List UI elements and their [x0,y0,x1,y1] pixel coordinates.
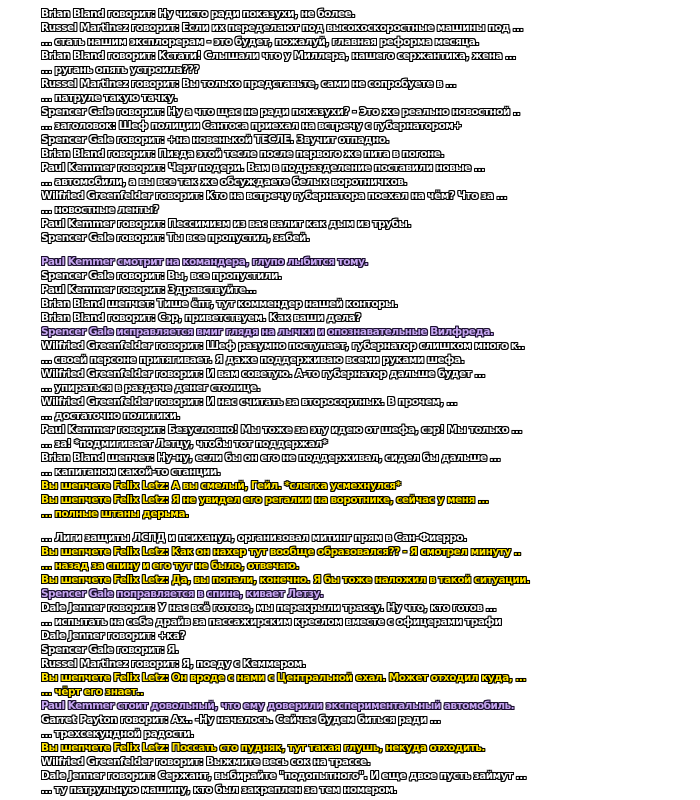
chat-line-say: ... Лиги защиты ЛСПД и психанул, организовал митинг прям в Сан-Фиерро. [41,532,467,544]
chat-line-say: Spencer Gale говорит: +на новенькой TECЛE. Звучит отпадно. [41,134,389,146]
chat-line-say: Dale Jenner говорит: +ка? [41,630,186,642]
chat-line-say: Dale Jenner говорит: У нас всё готово, мы перекрыли трассу. Ну что, кто готов ... [41,602,497,614]
chat-line-whisper-out: ... назад за спину и его тут не было, отвечаю. [41,560,299,572]
chat-log [41,7,691,797]
chat-line-whisper-out: Вы шепчете Felix Letz: Да, вы попали, конечно. Я бы тоже наложил в такой ситуации. [41,574,530,586]
chat-line-whisper-out: ... чёрт его знает.. [41,686,144,698]
chat-line-say: Spencer Gale говорит: Я. [41,644,179,656]
chat-line-say: ... патруле такую тачку. [41,92,178,104]
chat-line-say: Russel Martinez говорит: Если их переделают под высокоскоростные машины под ... [41,22,524,34]
chat-line-say: ... своей персоне притягивает. Я даже поддерживаю всеми руками шефа. [41,354,465,366]
chat-line-say: Brian Bland говорит: Пизда этой тесле после первого же пита в погоне. [41,148,444,160]
chat-line-say: Paul Kemmer говорит: Здравствуйте... [41,284,257,296]
chat-line-say: ... автомобили, а вы все так же обсуждаете белых воротничков. [41,176,407,188]
chat-line-say: ... достаточно политики. [41,410,180,422]
chat-line-say: Russel Martinez говорит: Вы только представьте, сами не сопробуете в ... [41,78,456,90]
chat-line-say: Wilfried Greenfelder говорит: И вам советую. А-то губернатор дальше будет ... [41,368,485,380]
chat-line-say: Brian Bland шепчет: Ну-ну, если бы он его не поддерживал, сидел бы дальше ... [41,452,501,464]
chat-line-me: Spencer Gale исправляется вмиг глядя на лычки и опознавательные Вилфреда. [41,326,494,338]
chat-line-me: Paul Kemmer стоит довольный, что ему доверили экспериментальный автомобиль. [41,700,515,712]
chat-line-whisper-out: Вы шепчете Felix Letz: Он вроде с нами с Центральной ехал. Может отходил куда, ... [41,672,526,684]
chat-line-say: ... упираться в раздаче денег столице. [41,382,261,394]
chat-line-say: ... испытать на себе драйв за пассажирским креслом вместе с офицерами трафи [41,616,502,628]
chat-line-me: Spencer Gale поправляется в спине, кивает Летзу. [41,588,324,600]
chat-line-say: ... стать нашим эксплорерам - это будет, пожалуй, главная реформа месяца. [41,36,479,48]
chat-line-say: ... за! *подмигивает Летцу, чтобы тот поддержал* [41,438,328,450]
chat-line-say: Wilfried Greenfelder говорит: Шеф разумно поступает, губернатор слишком много к.. [41,340,525,352]
chat-line-whisper-out: Вы шепчете Felix Letz: Я не увидел его регалии на воротнике, сейчас у меня ... [41,494,489,506]
chat-line-say: Garret Payton говорит: Ах.. -Ну началось. Сейчас будем биться ради ... [41,714,441,726]
chat-line-say: ... заголовок: Шеф полиции Сантоса приехал на встречу с губернатором+ [41,120,462,132]
chat-gap [41,245,691,255]
chat-line-say: ... ту патрульную машину, кто был закреплен за тем номером. [41,784,397,796]
chat-line-say: Dale Jenner говорит: Сержант, выбирайте "подопытного". И еще двое пусть займут ... [41,770,527,782]
chat-line-say: ... трехсекундной радости. [41,728,194,740]
chat-line-say: Paul Kemmer говорит: Пессимизм из вас валит как дым из трубы. [41,218,411,230]
chat-line-say: Wilfried Greenfelder говорит: Выжмите весь сок на трассе. [41,756,371,768]
chat-line-say: Wilfried Greenfelder говорит: Кто на встречу губернатора поехал на чём? Что за ... [41,190,507,202]
chat-line-say: Spencer Gale говорит: Вы, все пропустили. [41,270,282,282]
chat-line-say: Paul Kemmer говорит: Черт подери. Вам в подразделение поставили новые ... [41,162,485,174]
chat-line-say: Paul Kemmer говорит: Безусловно! Мы тоже за эту идею от шефа, сэр! Мы только ... [41,424,522,436]
chat-line-say: Brian Bland шепчет: Тише ёпт, тут коммендер нашей конторы. [41,298,398,310]
chat-line-whisper-out: Вы шепчете Felix Letz: Поссать сто пудняк, тут такая глушь, некуда отходить. [41,742,485,754]
chat-line-say: Spencer Gale говорит: Ну а что щас не ради показухи? - Это же реально новостной .. [41,106,520,118]
chat-line-say: Spencer Gale говорит: Ты все пропустил, забей. [41,232,310,244]
chat-line-say: Brian Bland говорит: Ну чисто ради показухи, не более. [41,8,355,20]
chat-line-say: Wilfried Greenfelder говорит: И нас считать за второсортных. В прочем, ... [41,396,457,408]
chat-line-say: Brian Bland говорит: Сэр, приветствуем. Как ваши дела? [41,312,361,324]
chat-line-say: Brian Bland говорит: Кстати! Слышали что у Миллера, нашего сержантика, жена ... [41,50,516,62]
chat-line-say: ... капитаном какой-то станции. [41,466,221,478]
chat-line-whisper-out: Вы шепчете Felix Letz: А вы смелый, Гейл. *слегка усмехнулся* [41,480,401,492]
chat-line-say: Russel Martinez говорит: Я, поеду с Кеммером. [41,658,306,670]
chat-line-whisper-out: Вы шепчете Felix Letz: Как он нахер тут вообще образовался?? - Я смотрел минуту .. [41,546,521,558]
chat-line-say: ... новостные ленты? [41,204,159,216]
chat-line-say: ... ругань опять устроила??? [41,64,199,76]
chat-line-me: Paul Kemmer смотрит на командера, глупо лыбится тому. [41,256,368,268]
chat-gap [41,521,691,531]
chat-line-whisper-out: ... полные штаны дерьма. [41,508,189,520]
